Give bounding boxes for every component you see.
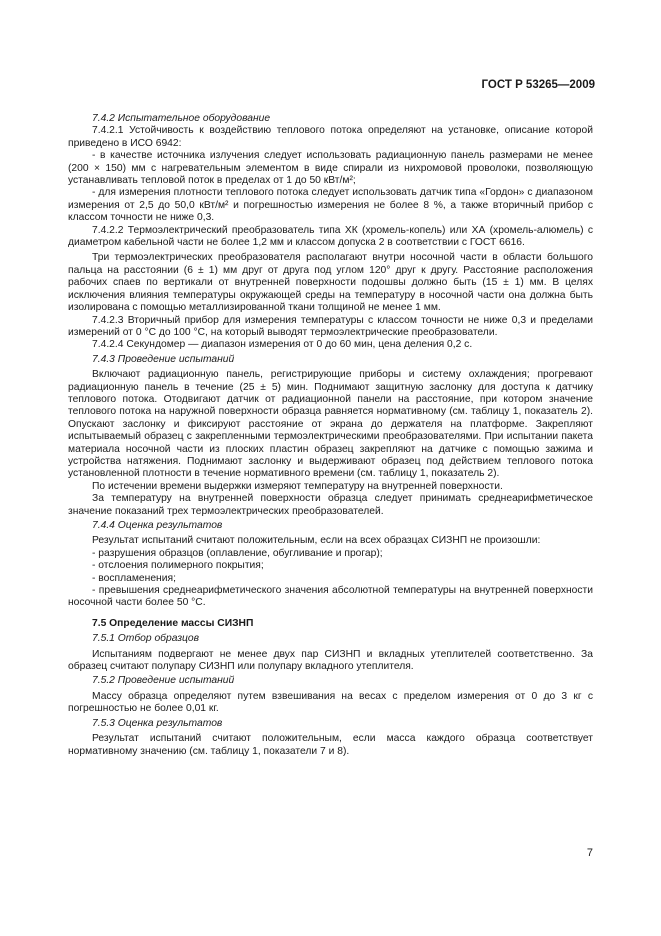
subsection-heading: 7.4.3 Проведение испытаний [92,353,235,365]
paragraph: Результат испытаний считают положительным, если масса каждого образца соответствует нормативному значению (см. таблицу 1, показатели 7 и 8). [68,733,593,757]
paragraph: 7.4.2.2 Термоэлектрический преобразователь типа ХК (хромель-копель) или ХА (хромель-алюмель) с диаметром кабельной части не более 1,2 мм и классом допуска 2 в соответствии с ГОСТ 6616. [68,224,593,249]
subsection-heading: 7.5.1 Отбор образцов [92,633,199,645]
list-item: - в качестве источника излучения следует использовать радиационную панель размерами не менее (200 × 150) мм с нагревательным элементом в виде спирали из нихромовой проволоки, позволяющую устанавливать тепловой поток в пределах от 1 до 50 кВт/м²; [68,150,593,187]
subsection-heading: 7.4.2 Испытательное оборудование [92,113,271,124]
list-item: - для измерения плотности теплового потока следует использовать датчик типа «Гордон» с диапазоном измерения от 2,5 до 50,0 кВт/м² и погрешностью измерения не более 8 %, а также вторичный прибор с классом точности не ниже 0,3. [68,187,593,224]
subsection-heading: 7.5.2 Проведение испытаний [92,675,235,687]
paragraph: 7.4.2.1 Устойчивость к воздействию теплового потока определяют на установке, описание которой приведено в ИСО 6942: [68,125,593,149]
list-item: - воспламенения; [92,572,176,584]
list-item: - превышения среднеарифметического значения абсолютной температуры на внутренней поверхности носочной части более 50 °С. [68,585,593,609]
document-header: ГОСТ Р 53265—2009 [481,79,595,91]
paragraph: 7.4.2.3 Вторичный прибор для измерения температуры с классом точности не ниже 0,3 и пределами измерений от 0 °С до 100 °С, на который выводят термоэлектрические преобразователи. [68,314,593,338]
list-item: - отслоения полимерного покрытия; [92,560,264,572]
subsection-heading: 7.4.4 Оценка результатов [92,520,223,531]
paragraph: 7.4.2.4 Секундомер — диапазон измерения от 0 до 60 мин, цена деления 0,2 с. [92,339,473,351]
page-number: 7 [586,847,593,859]
list-item: - разрушения образцов (оплавление, обугливание и прогар); [92,547,383,559]
section-heading: 7.5 Определение массы СИЗНП [92,617,254,629]
page-body [68,111,593,758]
paragraph: Результат испытаний считают положительным, если на всех образцах СИЗНП не произошли: [92,535,541,547]
paragraph: Включают радиационную панель, регистрирующие приборы и систему охлаждения; прогревают радиационную панель в течение (25 ± 5) мин. Поднимают защитную заслонку для доступа к датчику теплового потока. Отодвигают датчик от радиационной панели на расстояние, при котором значение теплового потока на наружной поверхности образца равняется нормативному (см. таблицу 1, показатель 2). Опускают заслонку и фиксируют расстояние от экрана до держателя на платформе. Закрепляют испытываемый образец с закрепленными термоэлектрическими преобразователями. При испытании пакета материала носочной части из плоских пластин образец закрепляют на датчике с помощью зажима и устройства натяжения. Поднимают заслонку и выдерживают образец под действием теплового потока установленной плотности в течение нормативного времени (см. таблицу 1, показатель 2). [68,369,593,480]
paragraph: Три термоэлектрических преобразователя располагают внутри носочной части в области большого пальца на расстоянии (6 ± 1) мм друг от друга под углом 120° друг к другу. Расстояние расположения рабочих спаев по вертикали от внутренней поверхности подошвы должно быть (15 ± 1) мм. В целях исключения влияния температуры окружающей среды на температуру в носочной части она должна быть изолирована с помощью металлизированной ткани толщиной не менее 1 мм. [68,252,593,314]
paragraph: За температуру на внутренней поверхности образца следует принимать среднеарифметическое значение показаний трех термоэлектрических преобразователей. [68,493,593,517]
subsection-heading: 7.5.3 Оценка результатов [92,717,223,729]
paragraph: Испытаниям подвергают не менее двух пар СИЗНП и вкладных утеплителей соответственно. За образец считают полупару СИЗНП или полупару вкладного утеплителя. [68,648,593,673]
paragraph: По истечении времени выдержки измеряют температуру на внутренней поверхности. [92,480,503,492]
paragraph: Массу образца определяют путем взвешивания на весах с пределом измерения от 0 до 3 кг с погрешностью не более 0,01 кг. [68,690,593,715]
